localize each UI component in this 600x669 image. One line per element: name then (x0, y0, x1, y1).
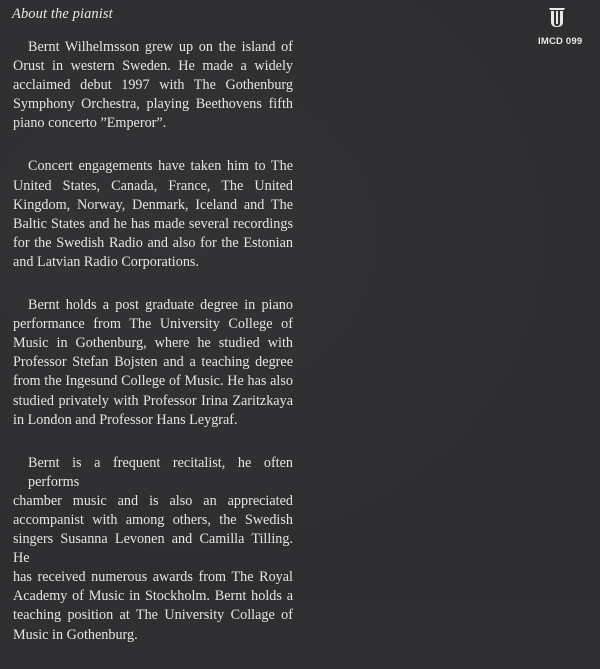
text-line: accompanist with among others, the Swedish (13, 511, 293, 528)
text-line: Bernt is a frequent recitalist, he often performs (28, 454, 293, 490)
text-line: Bernt holds a post graduate degree in piano (28, 297, 293, 314)
text-line: piano concerto ”Emperor”. (13, 115, 167, 132)
text-line: in London and Professor Hans Leygraf. (13, 411, 238, 428)
text-line: acclaimed debut 1997 with The Gothenburg (13, 77, 293, 94)
paragraph-1 (13, 38, 293, 133)
text-line: from the Ingesund College of Music. He has also (13, 373, 293, 390)
text-line: Bernt Wilhelmsson grew up on the island of (28, 39, 293, 55)
paragraph-3 (13, 296, 293, 430)
text-line: singers Susanna Levonen and Camilla Tilling. He (13, 531, 293, 567)
text-line: Baltic States and he has made several recordings (13, 215, 293, 232)
text-line: chamber music and is also an appreciated (13, 492, 293, 509)
text-line: teaching position at The University Collage of (13, 607, 293, 624)
catalog-number: IMCD 099 (538, 36, 583, 47)
text-line: for the Swedish Radio and also for the Estonian (13, 234, 293, 251)
text-line: and Latvian Radio Corporations. (13, 253, 199, 270)
text-line: has received numerous awards from The Royal (13, 569, 293, 586)
text-line: performance from The University College of (13, 316, 293, 333)
text-line: Professor Stefan Bojsten and a teaching degree (13, 354, 293, 371)
text-line: Orust in western Sweden. He made a widely (13, 58, 293, 75)
text-line: Academy of Music in Stockholm. Bernt holds a (13, 588, 293, 605)
text-line: United States, Canada, France, The United (13, 177, 293, 194)
text-line: Symphony Orchestra, playing Beethovens fifth (13, 96, 293, 113)
text-line: Music in Gothenburg, where he studied with (13, 335, 293, 352)
text-line: Concert engagements have taken him to The (28, 158, 293, 175)
label-logo-icon (547, 6, 567, 28)
paragraph-2 (13, 157, 293, 272)
biography-text (13, 38, 293, 669)
paragraph-4 (13, 454, 293, 645)
text-line: Kingdom, Norway, Denmark, Iceland and The (13, 196, 293, 213)
section-heading: About the pianist (12, 6, 113, 22)
text-line: studied privately with Professor Irina Zaritzkaya (13, 392, 293, 409)
text-line: Music in Gothenburg. (13, 626, 138, 643)
